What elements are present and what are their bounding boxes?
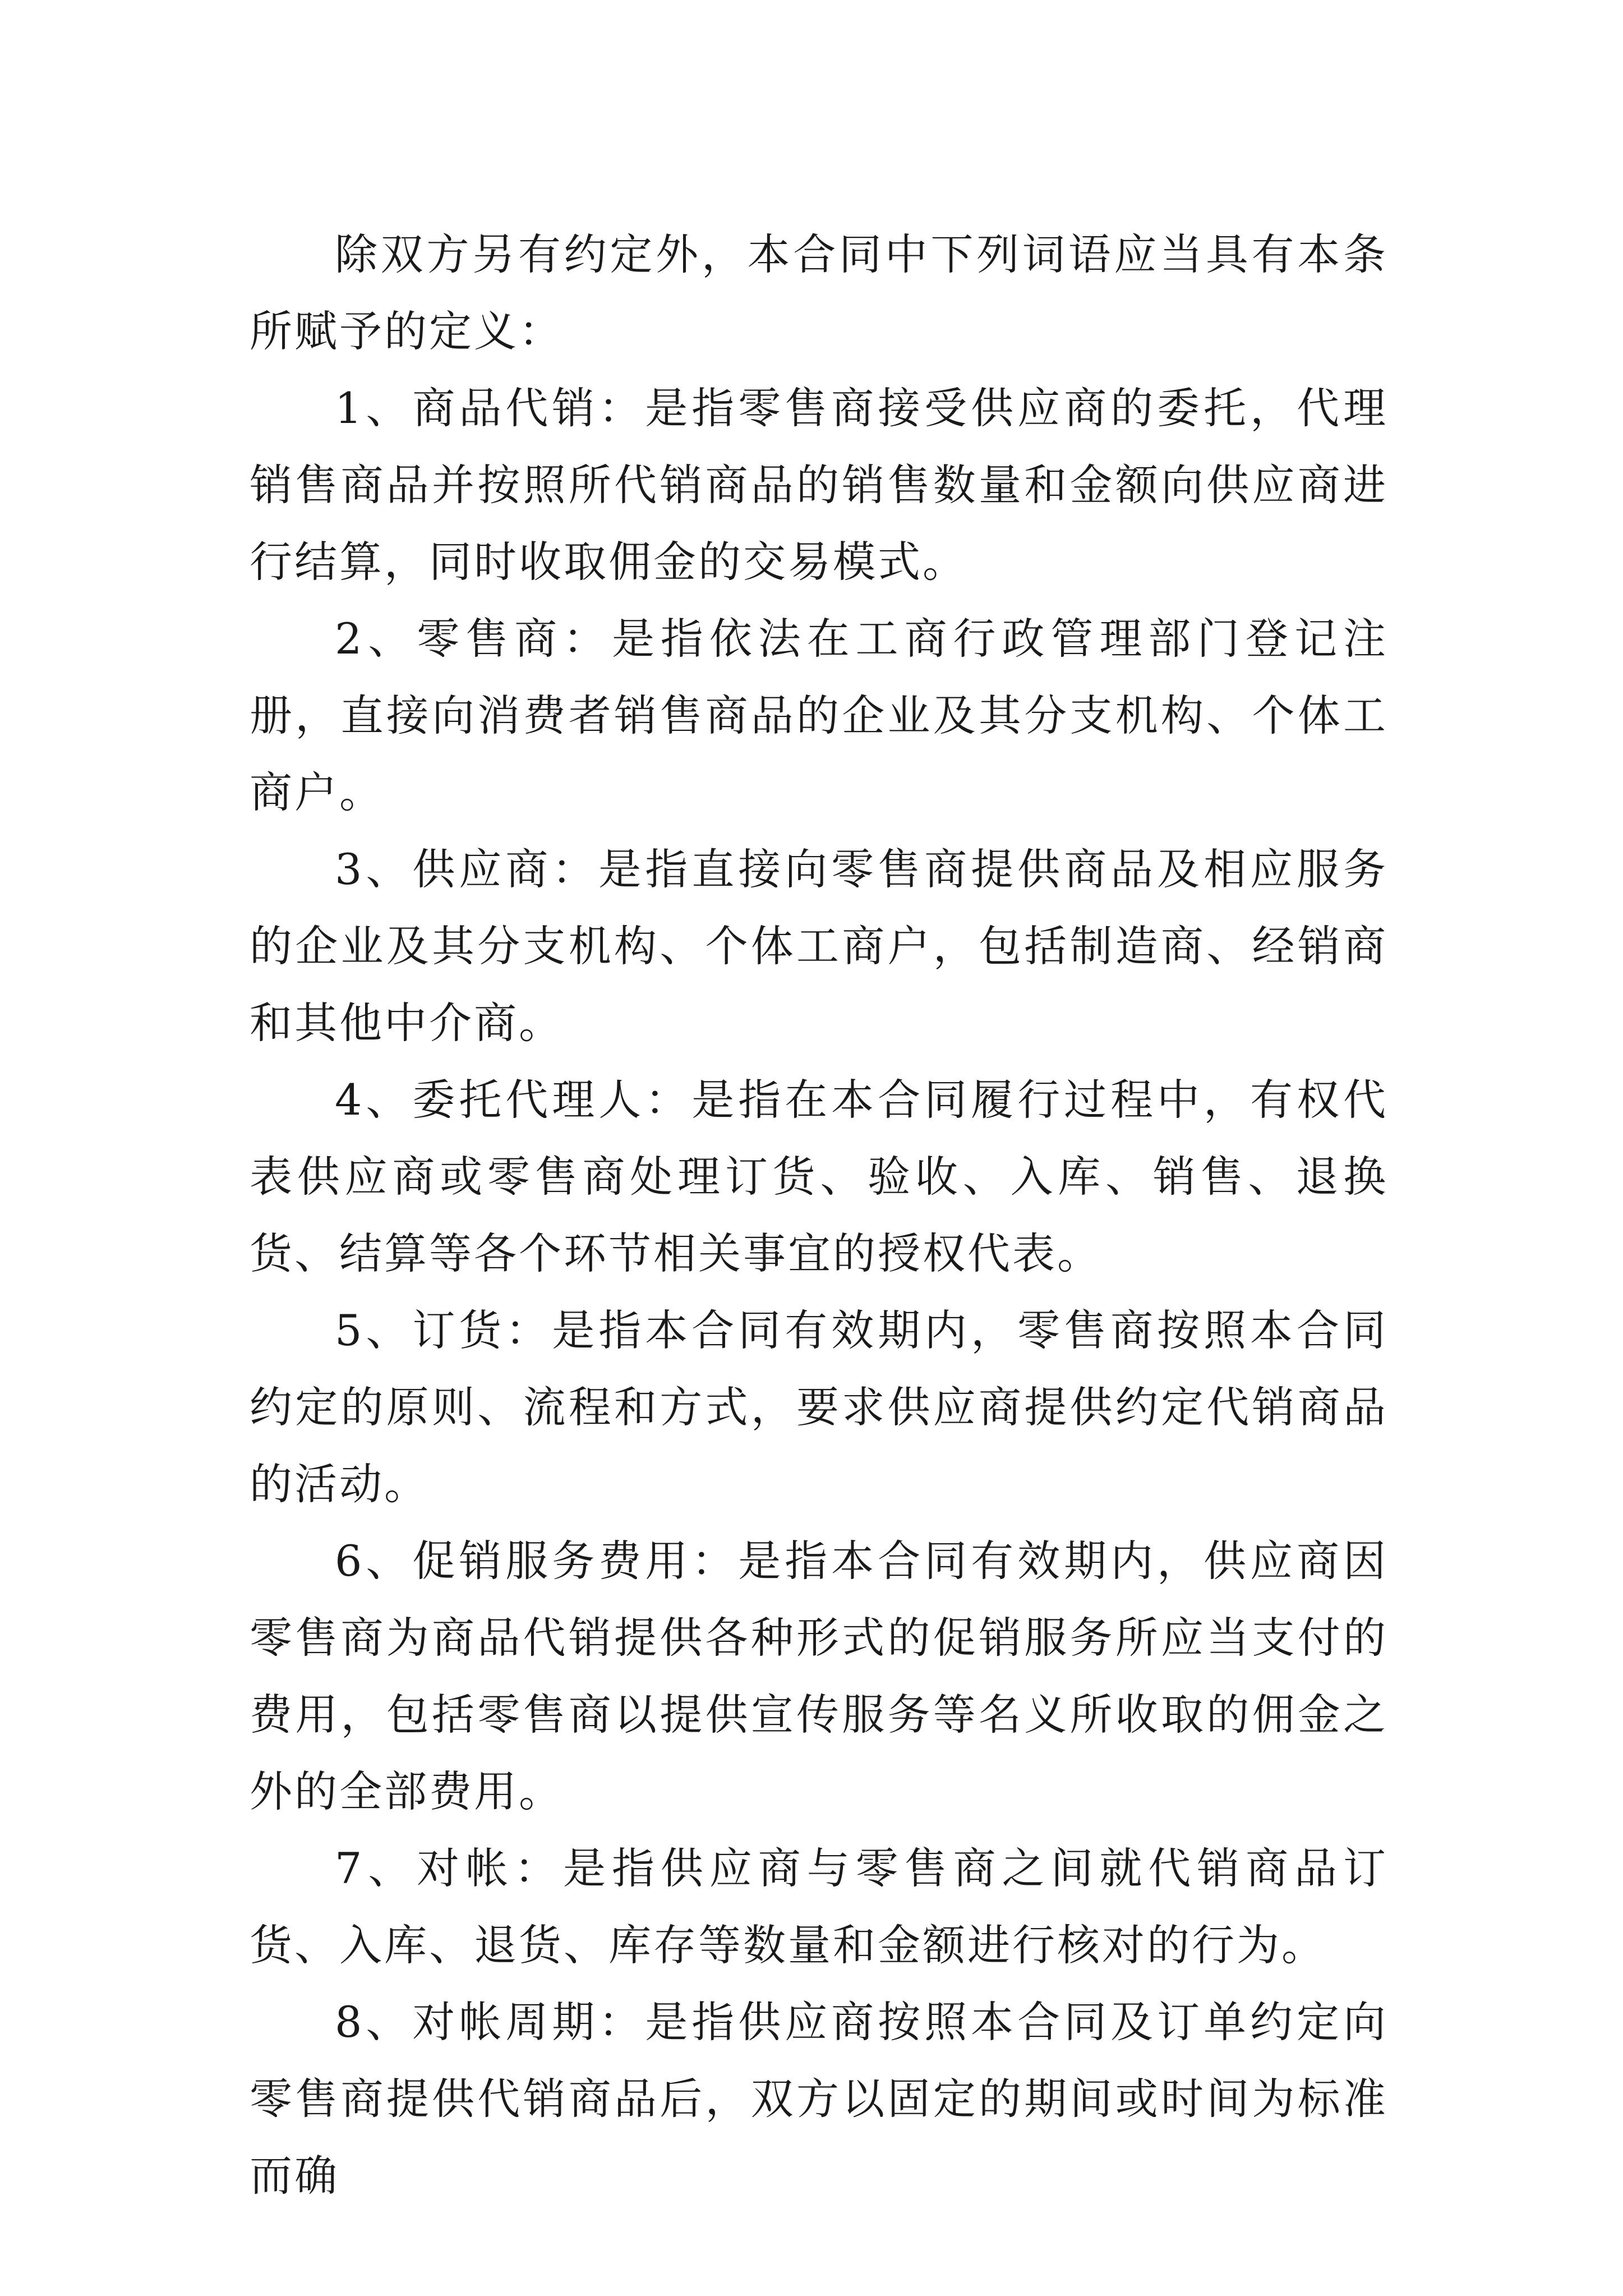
intro-paragraph: 除双方另有约定外，本合同中下列词语应当具有本条所赋予的定义： — [250, 229, 1388, 356]
definition-reconciliation-period: 8、对帐周期：是指供应商按照本合同及订单约定向零售商提供代销商品后，双方以固定的期间或时间为标准而确 — [250, 1997, 1388, 2201]
definition-reconciliation: 7、对帐：是指供应商与零售商之间就代销商品订货、入库、退货、库存等数量和金额进行核对的行为。 — [250, 1843, 1388, 1970]
definition-retailer: 2、零售商：是指依法在工商行政管理部门登记注册，直接向消费者销售商品的企业及其分支机构、个体工商户。 — [250, 614, 1388, 817]
definition-authorized-agent: 4、委托代理人：是指在本合同履行过程中，有权代表供应商或零售商处理订货、验收、入库、销售、退换货、结算等各个环节相关事宜的授权代表。 — [250, 1075, 1388, 1278]
definition-ordering: 5、订货：是指本合同有效期内，零售商按照本合同约定的原则、流程和方式，要求供应商提供约定代销商品的活动。 — [250, 1305, 1388, 1509]
definition-commodity-consignment: 1、商品代销：是指零售商接受供应商的委托，代理销售商品并按照所代销商品的销售数量和金额向供应商进行结算，同时收取佣金的交易模式。 — [250, 383, 1388, 587]
contract-definitions-text — [250, 216, 1388, 2214]
definition-supplier: 3、供应商：是指直接向零售商提供商品及相应服务的企业及其分支机构、个体工商户，包括制造商、经销商和其他中介商。 — [250, 844, 1388, 1048]
definition-promotion-service-fee: 6、促销服务费用：是指本合同有效期内，供应商因零售商为商品代销提供各种形式的促销服务所应当支付的费用，包括零售商以提供宣传服务等名义所收取的佣金之外的全部费用。 — [250, 1536, 1388, 1816]
